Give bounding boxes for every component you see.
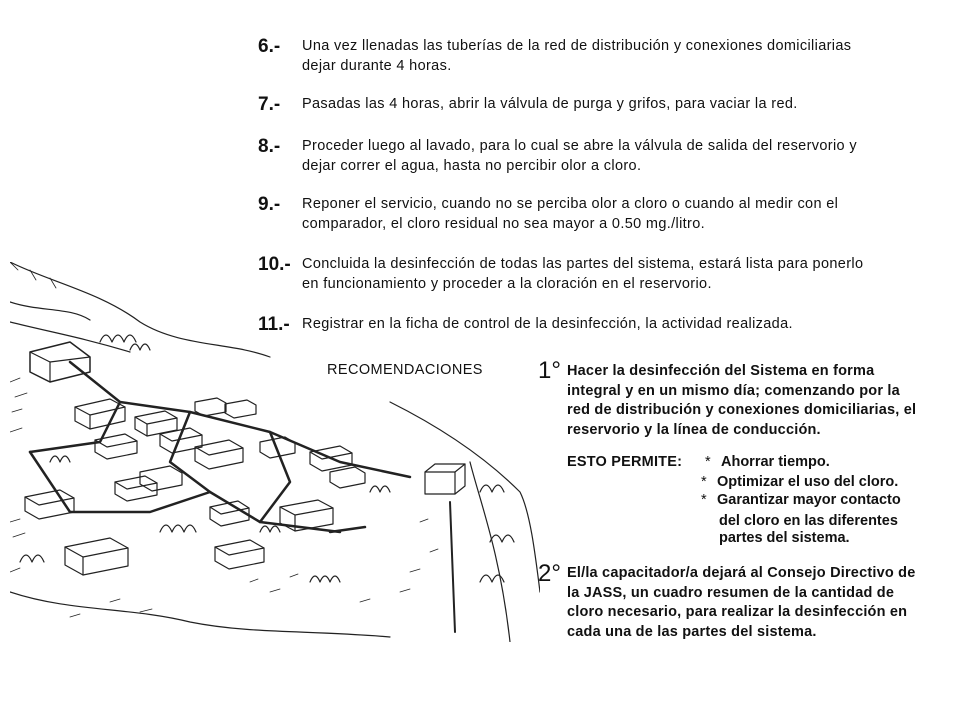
bullet-star: * <box>701 492 707 508</box>
step-text <box>302 136 948 176</box>
step-line: dejar durante 4 horas. <box>302 58 452 74</box>
step-number: 11.- <box>258 314 290 335</box>
step-line: dejar correr el agua, hasta no percibir olor a cloro. <box>302 158 642 174</box>
recommendation-line: cloro necesario, para realizar la desinfección en <box>567 604 908 620</box>
step-line: Proceder luego al lavado, para lo cual se abre la válvula de salida del reservorio y <box>302 138 857 154</box>
step-text <box>302 194 948 234</box>
step-line: en funcionamiento y proceder a la cloración en el reservorio. <box>302 276 712 292</box>
benefit-text: Optimizar el uso del cloro. <box>717 474 899 490</box>
recommendation-line: red de distribución y conexiones domiciliarias, el <box>567 402 917 418</box>
step-line: comparador, el cloro residual no sea mayor a 0.50 mg./litro. <box>302 216 706 232</box>
benefit-line: del cloro en las diferentes <box>719 512 898 529</box>
bullet-star: * <box>705 454 711 470</box>
benefit-line: partes del sistema. <box>719 530 850 546</box>
benefit-line: Garantizar mayor contacto <box>717 492 901 508</box>
esto-permite-label: ESTO PERMITE: <box>567 454 683 470</box>
recommendation-number: 2° <box>538 560 561 587</box>
recommendation-2-text <box>567 564 939 642</box>
recommendation-1-text <box>567 362 939 440</box>
step-number: 7.- <box>258 94 281 115</box>
step-number: 9.- <box>258 194 281 215</box>
step-text <box>302 94 948 114</box>
recommendation-line: cada una de las partes del sistema. <box>567 623 817 640</box>
recommendation-line: la JASS, un cuadro resumen de la cantidad de <box>567 584 895 601</box>
recommendation-number: 1° <box>538 357 561 384</box>
step-line: Concluida la desinfección de todas las partes del sistema, estará lista para ponerlo <box>302 256 864 272</box>
recommendations-label: RECOMENDACIONES <box>327 362 483 378</box>
benefit-text: Ahorrar tiempo. <box>721 454 830 470</box>
bullet-star: * <box>701 474 707 490</box>
step-line: Reponer el servicio, cuando no se perciba olor a cloro o cuando al medir con el <box>302 196 839 212</box>
recommendation-line: integral y en un mismo día; comenzando por la <box>567 382 900 399</box>
recommendation-line: El/la capacitador/a dejará al Consejo Directivo de <box>567 565 916 581</box>
benefit-text <box>717 492 901 548</box>
step-line: Pasadas las 4 horas, abrir la válvula de purga y grifos, para vaciar la red. <box>302 96 798 112</box>
step-number: 10.- <box>258 254 291 275</box>
recommendation-line: Hacer la desinfección del Sistema en forma <box>567 363 875 379</box>
step-text <box>302 36 948 76</box>
step-line: Registrar en la ficha de control de la desinfección, la actividad realizada. <box>302 316 793 332</box>
village-water-system-illustration <box>10 262 540 642</box>
step-number: 6.- <box>258 36 281 57</box>
recommendation-line: reservorio y la línea de conducción. <box>567 421 821 438</box>
step-number: 8.- <box>258 136 281 157</box>
step-line: Una vez llenadas las tuberías de la red de distribución y conexiones domiciliarias <box>302 38 852 54</box>
